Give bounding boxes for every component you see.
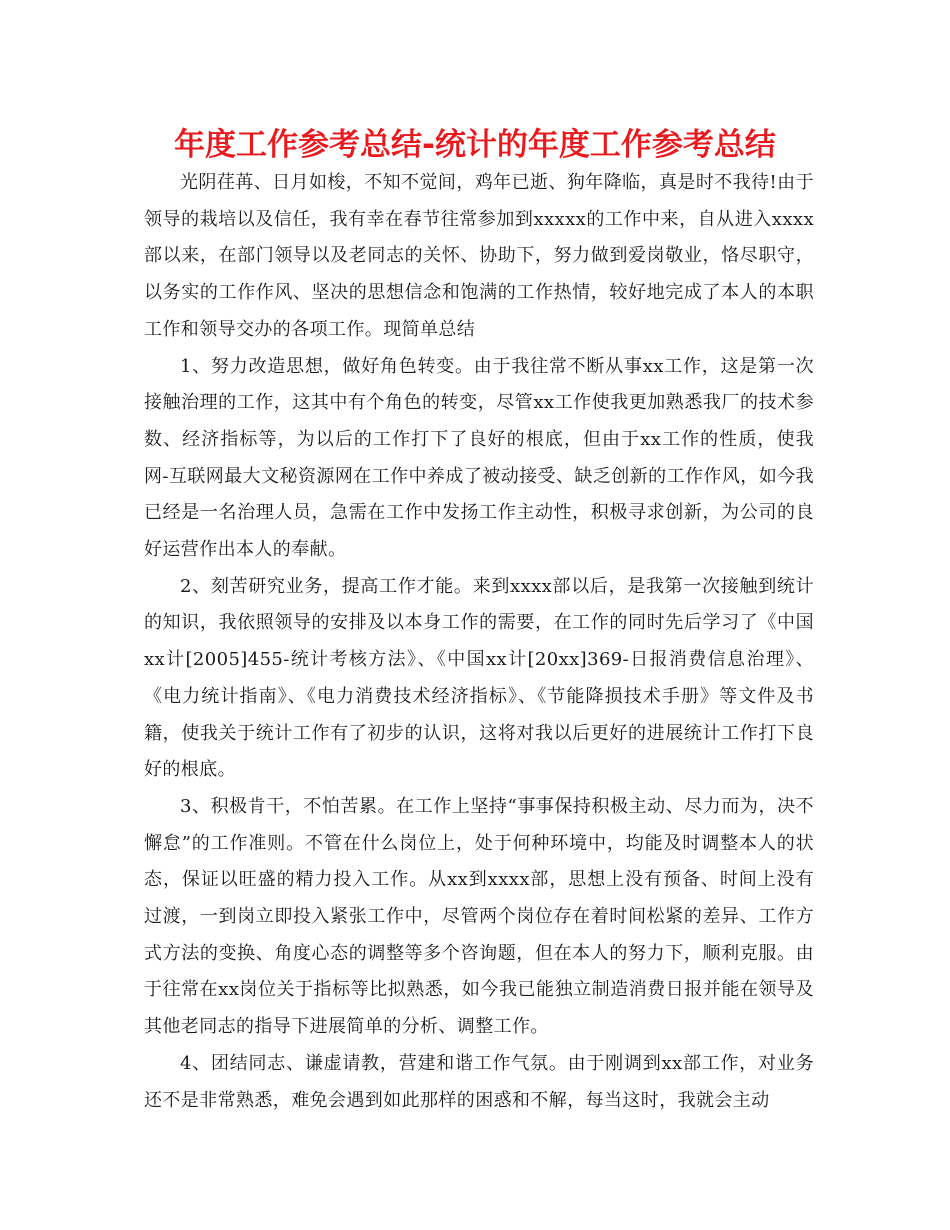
document-title: 年度工作参考总结-统计的年度工作参考总结 — [174, 127, 776, 163]
paragraph-intro: 光阴荏苒、日月如梭，不知不觉间，鸡年已逝、狗年降临，真是时不我待!由于领导的栽培以及信任，我有幸在春节往常参加到xxxxx的工作中来，自从进入xxxx部以来，在部门领导以及老同志的关怀、协助下，努力做到爱岗敬业，恪尽职守，以务实的工作作风、坚决的思想信念和饱满的工作热情，较好地完成了本人的本职工作和领导交办的各项工作。现简单总结 — [144, 172, 814, 340]
document-body — [144, 165, 814, 1119]
paragraph-item-3: 3、积极肯干，不怕苦累。在工作上坚持“事事保持积极主动、尽力而为，决不懈怠”的工作准则。不管在什么岗位上，处于何种环境中，均能及时调整本人的状态，保证以旺盛的精力投入工作。从xx到xxxx部，思想上没有预备、时间上没有过渡，一到岗立即投入紧张工作中，尽管两个岗位存在着时间松紧的差异、工作方式方法的变换、角度心态的调整等多个咨询题，但在本人的努力下，顺利克服。由于往常在xx岗位关于指标等比拟熟悉，如今我已能独立制造消费日报并能在领导及其他老同志的指导下进展简单的分析、调整工作。 — [144, 795, 814, 1038]
paragraph-item-2: 2、刻苦研究业务，提高工作才能。来到xxxx部以后，是我第一次接触到统计的知识，我依照领导的安排及以本身工作的需要，在工作的同时先后学习了《中国xx计[2005]455-统计考核方法》、《中国xx计[20xx]369-日报消费信息治理》、《电力统计指南》、《电力消费技术经济指标》、《节能降损技术手册》等文件及书籍，使我关于统计工作有了初步的认识，这将对我以后更好的进展统计工作打下良好的根底。 — [144, 575, 814, 781]
paragraph-item-4: 4、团结同志、谦虚请教，营建和谐工作气氛。由于刚调到xx部工作，对业务还不是非常熟悉，难免会遇到如此那样的困惑和不解，每当这时，我就会主动 — [144, 1052, 814, 1111]
paragraph-item-1: 1、努力改造思想，做好角色转变。由于我往常不断从事xx工作，这是第一次接触治理的工作，这其中有个角色的转变，尽管xx工作使我更加熟悉我厂的技术参数、经济指标等，为以后的工作打下了良好的根底，但由于xx工作的性质，使我网-互联网最大文秘资源网在工作中养成了被动接受、缺乏创新的工作作风，如今我已经是一名治理人员，急需在工作中发扬工作主动性，积极寻求创新，为公司的良好运营作出本人的奉献。 — [144, 355, 814, 561]
